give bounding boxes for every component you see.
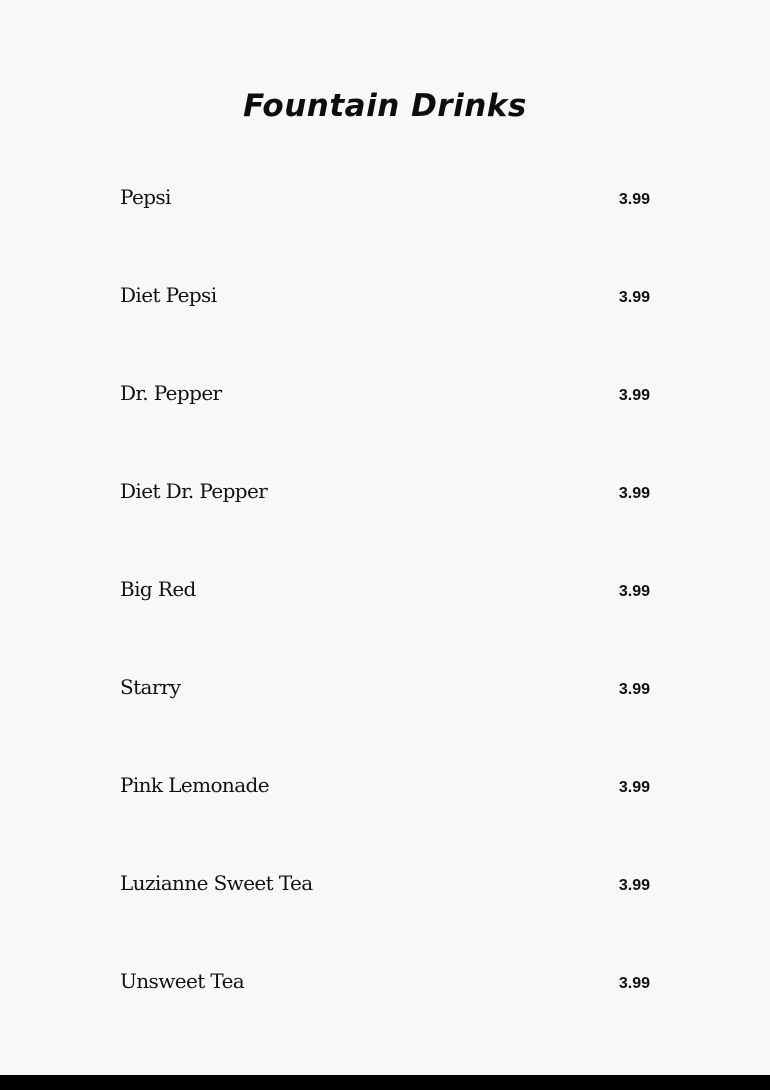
item-price: 3.99 — [618, 485, 650, 502]
menu-item — [120, 871, 650, 901]
item-name: Starry — [120, 675, 181, 699]
item-price: 3.99 — [618, 975, 650, 992]
menu-item — [120, 773, 650, 803]
item-price: 3.99 — [618, 191, 650, 208]
item-price: 3.99 — [618, 877, 650, 894]
menu-item — [120, 283, 650, 313]
menu-item — [120, 381, 650, 411]
item-name: Dr. Pepper — [120, 381, 222, 405]
item-price: 3.99 — [618, 387, 650, 404]
menu-title: Fountain Drinks — [243, 88, 527, 124]
item-price: 3.99 — [618, 779, 650, 796]
menu-item — [120, 969, 650, 999]
bottom-bar — [0, 1075, 770, 1090]
item-name: Pink Lemonade — [120, 773, 269, 797]
item-name: Unsweet Tea — [120, 969, 245, 993]
item-name: Big Red — [120, 577, 196, 601]
item-name: Pepsi — [120, 185, 171, 209]
menu-item — [120, 577, 650, 607]
item-name: Diet Pepsi — [120, 283, 217, 307]
item-name: Diet Dr. Pepper — [120, 479, 268, 503]
menu-item — [120, 479, 650, 509]
menu-item — [120, 675, 650, 705]
item-price: 3.99 — [618, 681, 650, 698]
menu-item — [120, 185, 650, 215]
item-price: 3.99 — [618, 583, 650, 600]
item-name: Luzianne Sweet Tea — [120, 871, 313, 895]
item-price: 3.99 — [618, 289, 650, 306]
